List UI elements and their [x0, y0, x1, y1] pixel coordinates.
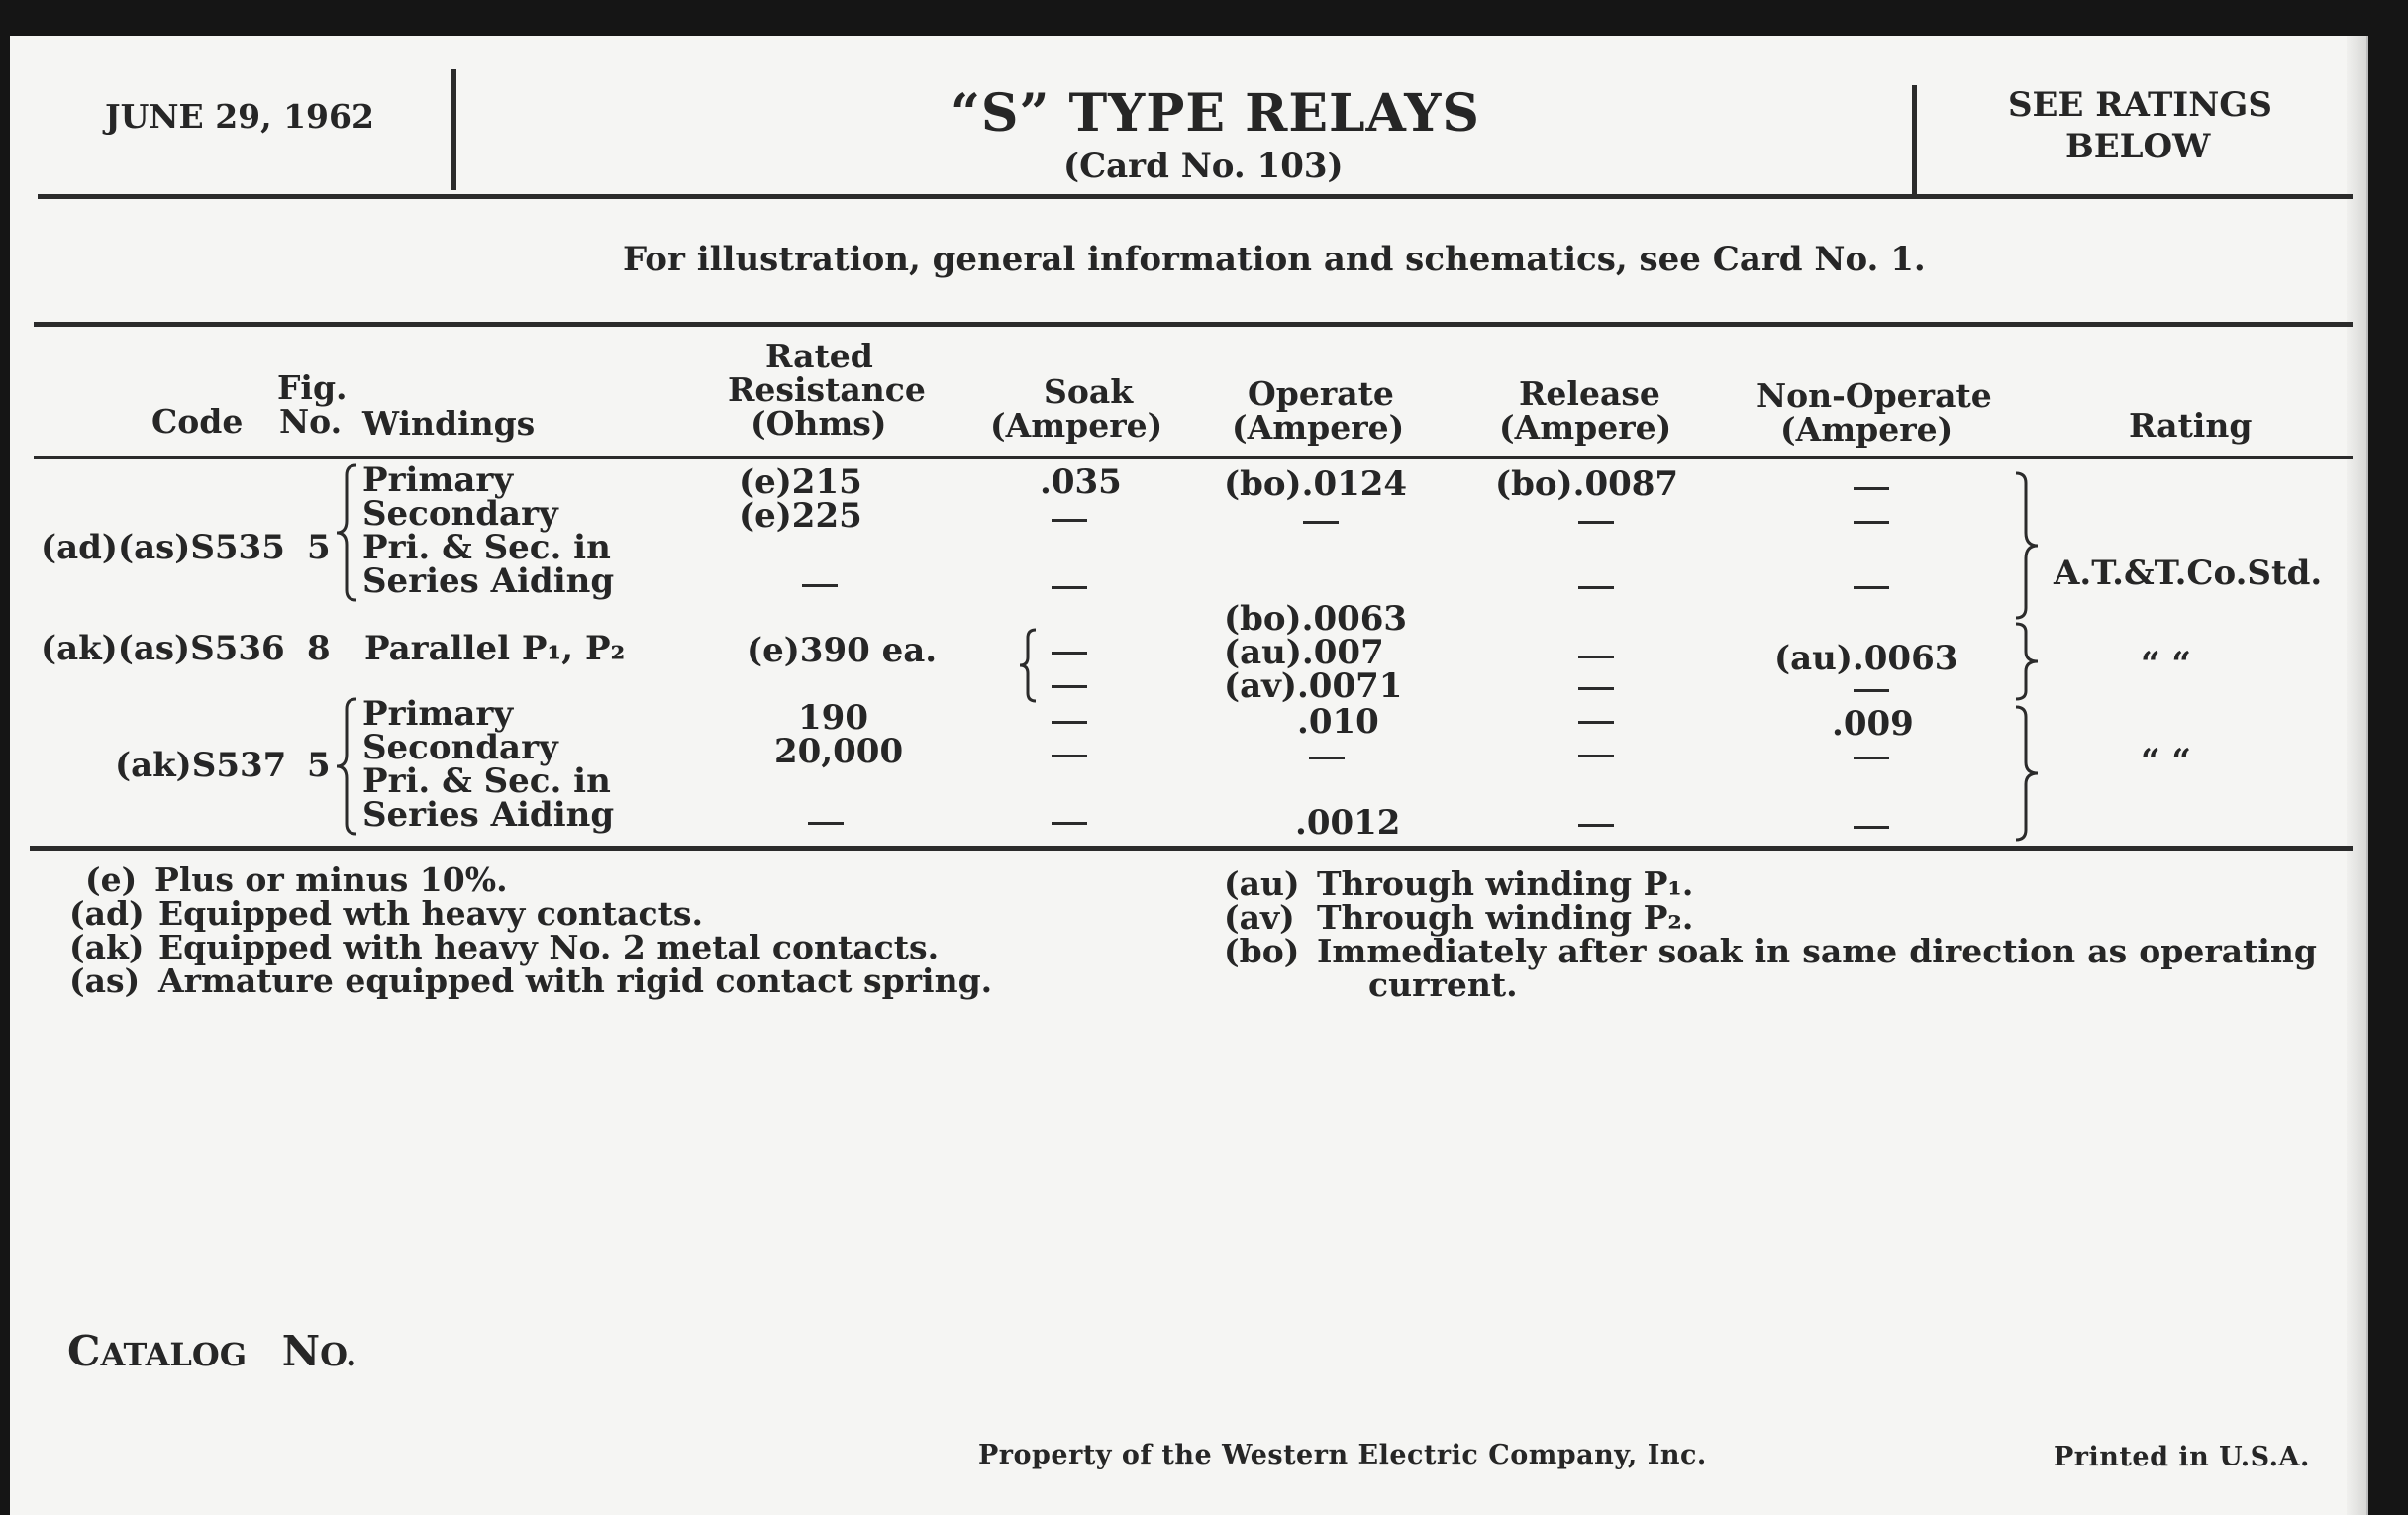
soak-s535: .035 — [1040, 462, 1122, 502]
table-bottom-rule — [30, 846, 2353, 851]
nonop-s536: (au).0063 — [1774, 639, 1958, 678]
fig-s537: 5 — [307, 746, 331, 785]
catalog-card — [10, 36, 2368, 1515]
col-release-2: (Ampere) — [1499, 408, 1672, 447]
winding-s537-4: Series Aiding — [362, 795, 615, 835]
note-text-ak: Equipped with heavy No. 2 metal contacts. — [158, 928, 940, 966]
header-divider-left — [452, 69, 456, 190]
header-rule — [38, 194, 2353, 199]
catalog-label — [67, 1327, 356, 1375]
res-s535-2: (e)225 — [739, 496, 862, 536]
col-fig-2: No. — [279, 402, 343, 441]
footer-printed: Printed in U.S.A. — [2054, 1442, 2310, 1472]
brace-s535 — [333, 463, 362, 602]
note-text-bo-cont: current. — [1368, 965, 1518, 1004]
col-resistance-3: (Ohms) — [751, 404, 887, 443]
code-s536: (ak)(as)S536 — [41, 629, 285, 668]
col-soak-1: Soak — [1044, 372, 1134, 411]
page-title: “S” TYPE RELAYS — [951, 83, 1480, 144]
winding-s535-4: Series Aiding — [362, 561, 615, 601]
note-text-av: Through winding P₂. — [1317, 898, 1694, 937]
intro-text: For illustration, general information and schematics, see Card No. 1. — [623, 240, 1926, 279]
rating-brace-s536 — [2012, 622, 2042, 701]
soak-s537-dash-2 — [1052, 755, 1087, 758]
soak-brace-s536 — [1016, 628, 1040, 703]
nonop-s535-dash-1 — [1854, 487, 1889, 490]
operate-s535-1: (bo).0124 — [1224, 464, 1408, 504]
release-s536-dash-2 — [1578, 687, 1614, 690]
rating-brace-s535 — [2012, 471, 2042, 620]
release-s537-dash-4 — [1578, 824, 1614, 827]
winding-s536: Parallel P₁, P₂ — [364, 629, 626, 668]
soak-s536-dash-2 — [1052, 685, 1087, 688]
note-key-as: (as) — [69, 961, 141, 1000]
col-nonoperate-2: (Ampere) — [1780, 410, 1954, 449]
note-key-au: (au) — [1224, 864, 1300, 903]
fig-s535: 5 — [307, 528, 331, 567]
winding-s535-2: Secondary — [362, 494, 558, 534]
col-windings: Windings — [362, 404, 536, 443]
table-top-rule — [34, 322, 2353, 327]
col-code: Code — [151, 402, 244, 441]
fig-s536: 8 — [307, 629, 331, 668]
res-s536: (e)390 ea. — [747, 631, 938, 670]
rating-s535: A.T.&T.Co.Std. — [2054, 554, 2323, 593]
res-s537-2: 20,000 — [774, 732, 904, 771]
soak-s537-dash-4 — [1052, 822, 1087, 825]
release-s537-dash-2 — [1578, 755, 1614, 758]
rating-s536: “ “ — [2141, 645, 2191, 684]
note-text-as: Armature equipped with rigid contact spring. — [158, 961, 993, 1000]
winding-s535-3: Pri. & Sec. in — [362, 528, 611, 567]
card-edge — [2347, 36, 2366, 1515]
note-key-av: (av) — [1224, 898, 1295, 937]
col-rating: Rating — [2129, 406, 2253, 445]
col-soak-2: (Ampere) — [990, 406, 1163, 445]
note-text-ad: Equipped wth heavy contacts. — [158, 894, 703, 933]
catalog-n: N — [281, 1327, 321, 1375]
col-fig-1: Fig. — [277, 368, 348, 407]
nonop-s535-dash-4 — [1854, 586, 1889, 589]
soak-s535-dash-4 — [1052, 586, 1087, 589]
ratings-note-2: BELOW — [2065, 127, 2211, 166]
col-resistance-1: Rated — [765, 337, 873, 375]
code-s537: (ak)S537 — [115, 746, 287, 785]
note-key-bo: (bo) — [1224, 932, 1300, 970]
nonop-s536-dash-2 — [1854, 689, 1889, 692]
release-s535-dash-2 — [1578, 521, 1614, 524]
note-key-ak: (ak) — [69, 928, 145, 966]
operate-s537-1: .010 — [1297, 702, 1379, 742]
col-nonoperate-1: Non-Operate — [1756, 376, 1992, 415]
operate-s536-1: (au).007 — [1224, 633, 1384, 672]
note-text-au: Through winding P₁. — [1317, 864, 1694, 903]
release-s537-dash-1 — [1578, 721, 1614, 724]
col-operate-1: Operate — [1248, 374, 1394, 413]
winding-s537-3: Pri. & Sec. in — [362, 761, 611, 801]
col-operate-2: (Ampere) — [1232, 408, 1405, 447]
catalog-o: O. — [320, 1336, 357, 1373]
winding-s537-1: Primary — [362, 694, 514, 734]
soak-s537-dash-1 — [1052, 721, 1087, 724]
card-number: (Card No. 103) — [1063, 147, 1344, 186]
rating-brace-s537 — [2012, 705, 2042, 842]
soak-s536-dash-1 — [1052, 652, 1087, 655]
date-label: JUNE 29, 1962 — [105, 97, 374, 136]
nonop-s537-dash-4 — [1854, 826, 1889, 829]
col-release-1: Release — [1519, 374, 1660, 413]
footer-property: Property of the Western Electric Company, Inc. — [978, 1440, 1707, 1470]
operate-s537-4: .0012 — [1295, 803, 1401, 843]
nonop-s537: .009 — [1832, 704, 1914, 744]
res-s537-series-dash — [808, 822, 844, 825]
brace-s537 — [333, 697, 362, 836]
nonop-s535-dash-2 — [1854, 521, 1889, 524]
col-resistance-2: Resistance — [728, 370, 926, 409]
operate-s537-dash-2 — [1309, 757, 1345, 759]
release-s535-1: (bo).0087 — [1495, 464, 1679, 504]
winding-s535-1: Primary — [362, 460, 514, 500]
res-s535-series-dash — [802, 584, 838, 587]
release-s536-dash-1 — [1578, 656, 1614, 658]
code-s535: (ad)(as)S535 — [41, 528, 285, 567]
winding-s537-2: Secondary — [362, 728, 558, 767]
catalog-c: C — [67, 1327, 101, 1375]
note-key-e: (e) — [85, 860, 138, 899]
res-s535-1: (e)215 — [739, 462, 862, 502]
catalog-rest: ATALOG — [100, 1336, 248, 1373]
header-bottom-rule — [34, 456, 2353, 459]
note-text-bo: Immediately after soak in same direction as operating — [1317, 932, 2317, 970]
operate-s536-2: (av).0071 — [1224, 666, 1403, 706]
soak-s535-dash-2 — [1052, 519, 1087, 522]
nonop-s537-dash-2 — [1854, 757, 1889, 759]
operate-s535-dash-2 — [1303, 521, 1339, 524]
operate-s535-4: (bo).0063 — [1224, 599, 1408, 639]
note-key-ad: (ad) — [69, 894, 145, 933]
ratings-note-1: SEE RATINGS — [2008, 85, 2272, 125]
note-text-e: Plus or minus 10%. — [154, 860, 508, 899]
res-s537-1: 190 — [798, 698, 868, 738]
header-divider-right — [1912, 85, 1917, 194]
rating-s537: “ “ — [2141, 742, 2191, 781]
release-s535-dash-4 — [1578, 586, 1614, 589]
